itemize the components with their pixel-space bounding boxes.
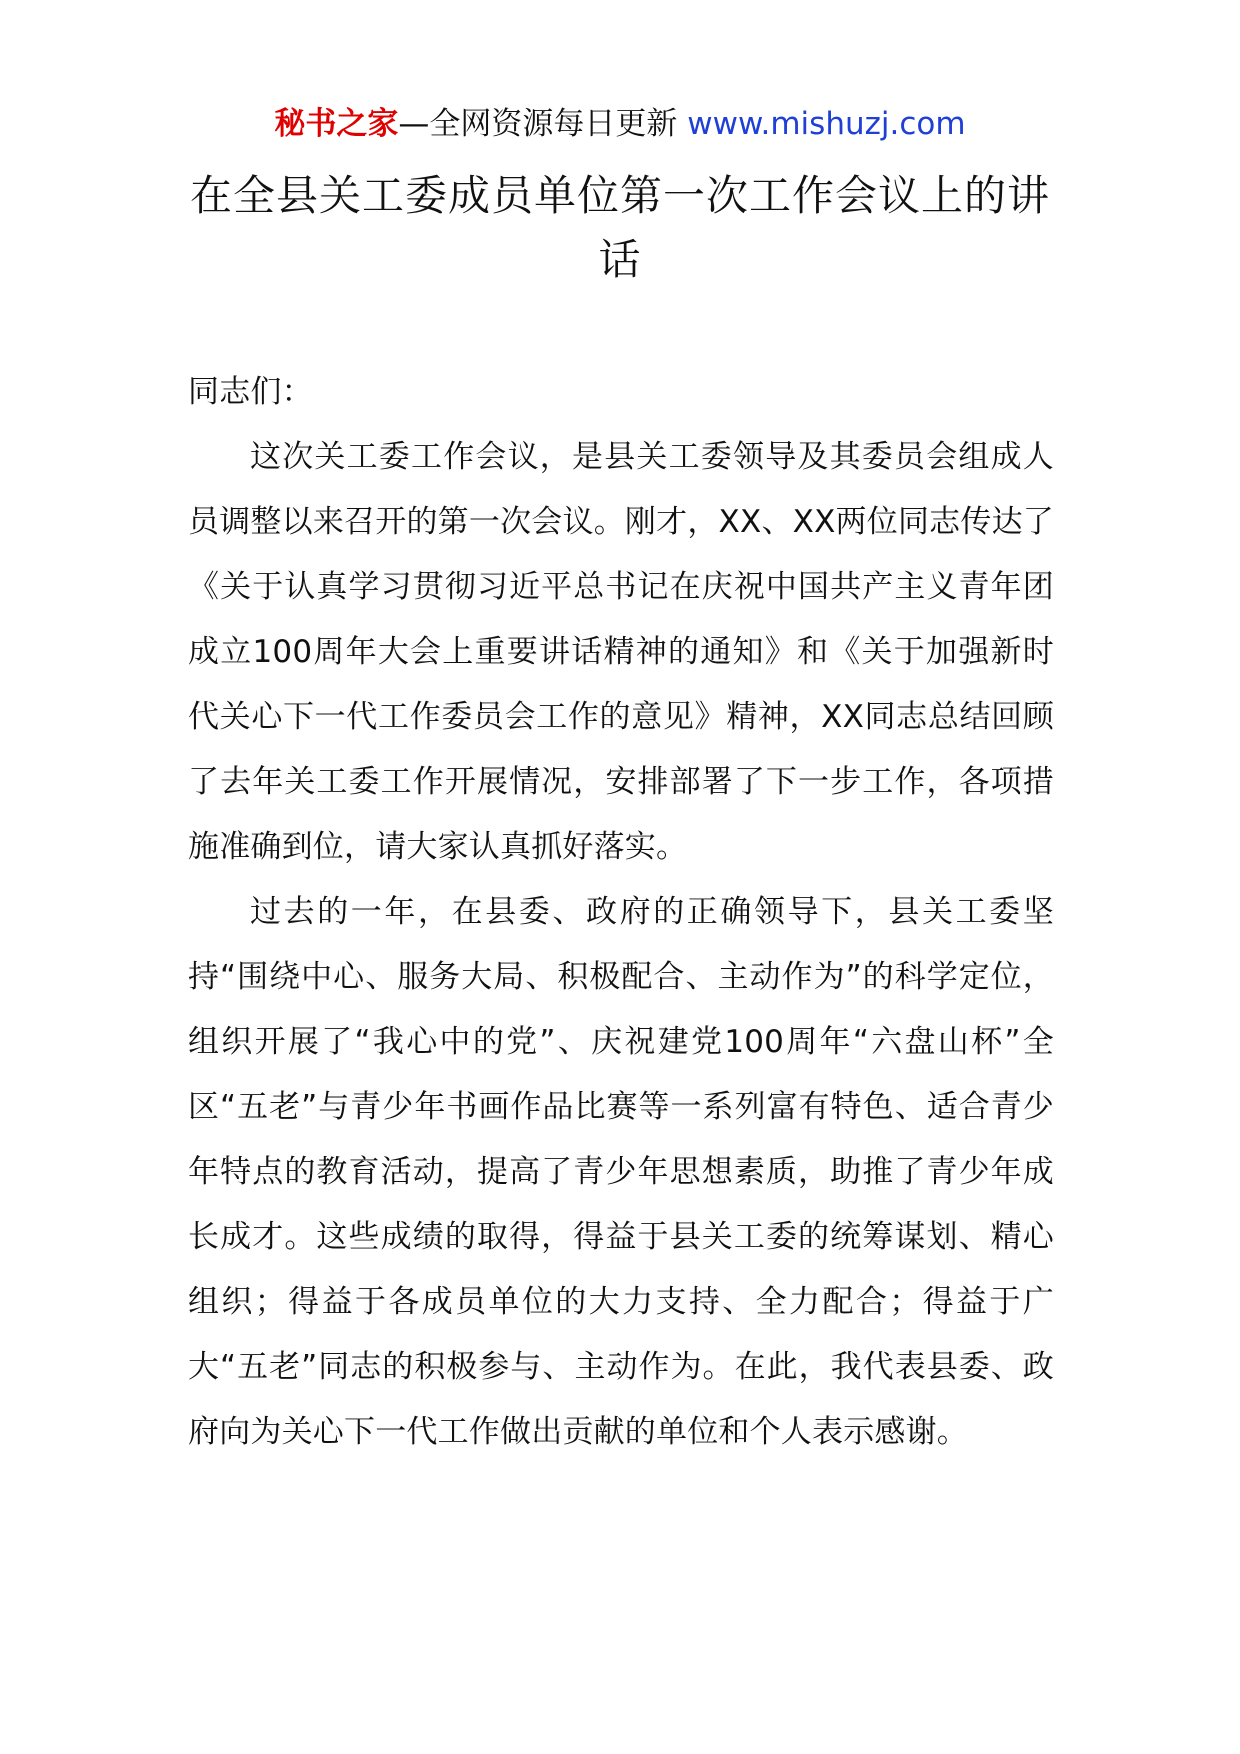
document-title: 在全县关工委成员单位第一次工作会议上的讲话	[190, 171, 1051, 284]
salutation: 同志们：	[188, 374, 313, 410]
site-url[interactable]: www.mishuzj.com	[687, 106, 966, 142]
brand-name: 秘书之家	[274, 106, 399, 142]
document-body	[188, 360, 1054, 1465]
site-header	[0, 104, 1240, 144]
body-paragraph: 过去的一年，在县委、政府的正确领导下，县关工委坚持“围绕中心、服务大局、积极配合、主动作为”的科学定位，组织开展了“我心中的党”、庆祝建党100周年“六盘山杯”全区“五老”与青少年书画作品比赛等一系列富有特色、适合青少年特点的教育活动，提高了青少年思想素质，助推了青少年成长成才。这些成绩的取得，得益于县关工委的统筹谋划、精心组织；得益于各成员单位的大力支持、全力配合；得益于广大“五老”同志的积极参与、主动作为。在此，我代表县委、政府向为关心下一代工作做出贡献的单位和个人表示感谢。	[188, 894, 1054, 1450]
header-tagline: —全网资源每日更新	[398, 106, 688, 142]
body-paragraph: 这次关工委工作会议，是县关工委领导及其委员会组成人员调整以来召开的第一次会议。刚才，XX、XX两位同志传达了《关于认真学习贯彻习近平总书记在庆祝中国共产主义青年团成立100周年大会上重要讲话精神的通知》和《关于加强新时代关心下一代工作委员会工作的意见》精神，XX同志总结回顾了去年关工委工作开展情况，安排部署了下一步工作，各项措施准确到位，请大家认真抓好落实。	[188, 439, 1054, 865]
